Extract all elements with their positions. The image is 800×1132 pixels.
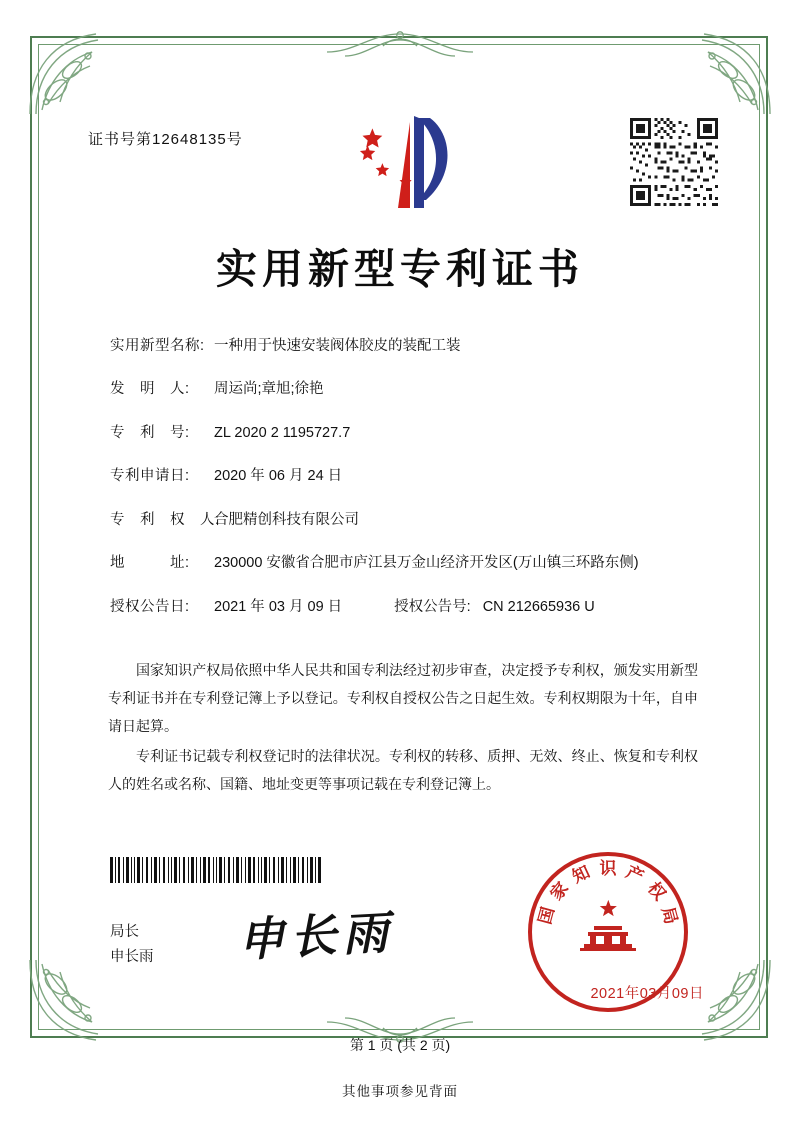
svg-text:家: 家 [546, 878, 573, 905]
page-title: 实用新型专利证书 [216, 245, 584, 293]
svg-text:知: 知 [569, 862, 594, 888]
paragraph-register-statement: 专利证书记载专利权登记时的法律状况。专利权的转移、质押、无效、终止、恢复和专利权人的姓名或名称、国籍、地址变更等事项记载在专利登记簿上。 [108, 748, 698, 792]
field-patent-number [110, 422, 710, 444]
corner-ornament-icon [26, 30, 130, 118]
field-value: 合肥精创科技有限公司 [214, 511, 359, 528]
field-value: 230000 安徽省合肥市庐江县万金山经济开发区(万山镇三环路东侧) [214, 555, 639, 572]
svg-text:产: 产 [622, 862, 647, 888]
field-application-date [110, 465, 710, 487]
seal-date: 2021年03月09日 [590, 986, 704, 1002]
svg-text:局: 局 [656, 904, 681, 927]
field-value: 一种用于快速安装阀体胶皮的装配工装 [214, 338, 461, 354]
field-grant-notice [110, 596, 710, 618]
field-label: 专 利 权 人: [110, 511, 220, 528]
field-value-notice-number: CN 212665936 U [482, 598, 595, 615]
field-address [110, 552, 710, 574]
legal-text [108, 656, 698, 800]
top-center-ornament-icon [325, 22, 475, 62]
page-number: 第 1 页 (共 2 页) [349, 1037, 451, 1053]
field-value: 周运尚;章旭;徐艳 [214, 381, 324, 398]
svg-text:国: 国 [535, 904, 560, 927]
field-inventors [110, 378, 710, 400]
field-label: 实用新型名称: [110, 338, 205, 354]
director-handwritten-signature: 申长雨 [236, 904, 396, 968]
certificate-fields [110, 335, 710, 639]
paragraph-grant-statement: 国家知识产权局依照中华人民共和国专利法经过初步审查，决定授予专利权，颁发实用新型专利证书并在专利登记簿上予以登记。专利权自授权公告之日起生效。专利权期限为十年，自申请日起算。 [108, 662, 698, 734]
barcode [110, 857, 322, 883]
field-patentee [110, 509, 710, 531]
qr-code [630, 118, 718, 206]
cnipa-logo-icon [352, 112, 462, 216]
signature-block [110, 920, 154, 971]
field-utility-model-name [110, 335, 710, 357]
field-label: 专利申请日: [110, 468, 190, 485]
field-value: 2020 年 06 月 24 日 [214, 468, 343, 485]
corner-ornament-icon [670, 30, 774, 118]
field-value-notice-date: 2021 年 03 月 09 日 [214, 598, 343, 615]
director-name-label: 申长雨 [110, 949, 154, 966]
field-label: 专 利 号: [110, 424, 190, 441]
footnote: 其他事项参见背面 [342, 1084, 458, 1099]
field-label-notice-date: 授权公告日: [110, 598, 190, 615]
certificate-number: 证书号第12648135号 [88, 131, 243, 148]
field-label: 发 明 人: [110, 381, 190, 398]
field-value: ZL 2020 2 1195727.7 [214, 424, 351, 441]
svg-text:识: 识 [599, 859, 617, 879]
director-title-label: 局长 [110, 924, 139, 940]
field-label-notice-number: 授权公告号: [394, 598, 471, 615]
svg-text:权: 权 [643, 878, 670, 905]
field-label: 地 址: [110, 555, 190, 572]
